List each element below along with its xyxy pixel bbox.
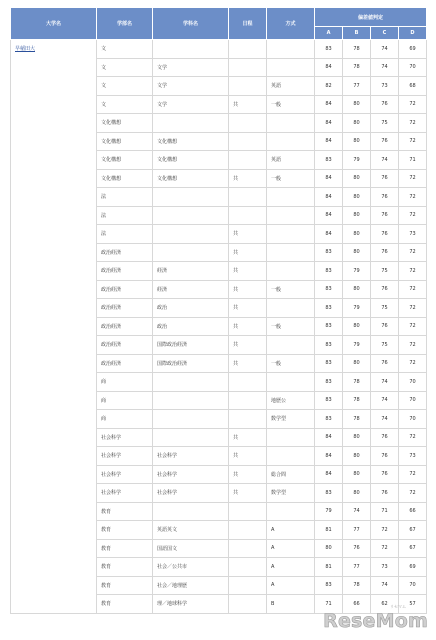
cell-department: 社会／地理歴: [153, 576, 229, 595]
cell-schedule: 共: [229, 428, 267, 447]
cell-score-c: 72: [371, 539, 399, 558]
university-link[interactable]: 早稲田大: [11, 40, 97, 614]
cell-faculty: 文化構想: [97, 151, 153, 170]
cell-faculty: 社会科学: [97, 447, 153, 466]
cell-department: [153, 225, 229, 244]
cell-score-b: 78: [343, 391, 371, 410]
cell-score-c: 76: [371, 484, 399, 503]
cell-score-d: 68: [399, 77, 427, 96]
cell-faculty: 教育: [97, 595, 153, 614]
cell-schedule: 共: [229, 169, 267, 188]
cell-schedule: [229, 132, 267, 151]
cell-score-b: 79: [343, 336, 371, 355]
cell-schedule: 共: [229, 317, 267, 336]
cell-score-b: 80: [343, 132, 371, 151]
cell-method: A: [267, 576, 315, 595]
cell-schedule: 共: [229, 484, 267, 503]
cell-faculty: 文化構想: [97, 132, 153, 151]
cell-method: [267, 373, 315, 392]
cell-department: 経済: [153, 262, 229, 281]
cell-faculty: 政治経済: [97, 336, 153, 355]
cell-score-c: 76: [371, 188, 399, 207]
cell-department: [153, 373, 229, 392]
cell-score-a: 79: [315, 502, 343, 521]
header-university: 大学名: [11, 8, 97, 40]
cell-schedule: 共: [229, 95, 267, 114]
cell-schedule: [229, 391, 267, 410]
cell-score-b: 80: [343, 484, 371, 503]
cell-score-b: 80: [343, 95, 371, 114]
cell-score-b: 78: [343, 410, 371, 429]
cell-score-d: 72: [399, 336, 427, 355]
cell-score-c: 74: [371, 410, 399, 429]
cell-score-c: 74: [371, 58, 399, 77]
cell-score-b: 77: [343, 521, 371, 540]
cell-department: 社会／公共市: [153, 558, 229, 577]
cell-score-d: 72: [399, 484, 427, 503]
cell-score-b: 66: [343, 595, 371, 614]
cell-department: 政治: [153, 317, 229, 336]
cell-method: [267, 225, 315, 244]
cell-schedule: [229, 373, 267, 392]
header-method: 方式: [267, 8, 315, 40]
cell-score-d: 67: [399, 539, 427, 558]
cell-faculty: 社会科学: [97, 465, 153, 484]
cell-score-a: 83: [315, 484, 343, 503]
cell-schedule: [229, 206, 267, 225]
cell-score-a: 83: [315, 262, 343, 281]
cell-schedule: [229, 40, 267, 59]
cell-score-d: 72: [399, 465, 427, 484]
cell-method: [267, 188, 315, 207]
cell-schedule: 共: [229, 225, 267, 244]
table-header: [11, 8, 427, 40]
cell-method: 数学型: [267, 484, 315, 503]
cell-score-d: 72: [399, 262, 427, 281]
cell-schedule: [229, 410, 267, 429]
cell-score-a: 83: [315, 299, 343, 318]
cell-score-c: 76: [371, 447, 399, 466]
cell-schedule: 共: [229, 336, 267, 355]
cell-score-a: 84: [315, 95, 343, 114]
cell-department: 政治: [153, 299, 229, 318]
cell-schedule: [229, 539, 267, 558]
cell-schedule: 共: [229, 354, 267, 373]
cell-department: 文化構想: [153, 151, 229, 170]
cell-score-c: 76: [371, 280, 399, 299]
cell-department: [153, 188, 229, 207]
cell-score-d: 72: [399, 188, 427, 207]
cell-department: 文化構想: [153, 169, 229, 188]
cell-method: [267, 299, 315, 318]
cell-score-a: 84: [315, 58, 343, 77]
cell-score-c: 72: [371, 521, 399, 540]
cell-department: 文化構想: [153, 132, 229, 151]
cell-schedule: [229, 58, 267, 77]
header-grade-c: C: [371, 27, 399, 40]
cell-score-c: 76: [371, 169, 399, 188]
cell-score-b: 80: [343, 206, 371, 225]
cell-method: 数学型: [267, 410, 315, 429]
cell-score-c: 76: [371, 225, 399, 244]
cell-score-d: 72: [399, 169, 427, 188]
cell-faculty: 商: [97, 373, 153, 392]
cell-faculty: 教育: [97, 502, 153, 521]
cell-score-c: 75: [371, 262, 399, 281]
cell-department: 経済: [153, 280, 229, 299]
cell-score-b: 80: [343, 169, 371, 188]
cell-score-a: 83: [315, 576, 343, 595]
cell-method: [267, 428, 315, 447]
cell-method: [267, 114, 315, 133]
cell-score-d: 72: [399, 206, 427, 225]
cell-score-c: 75: [371, 114, 399, 133]
cell-method: [267, 58, 315, 77]
cell-method: 英語: [267, 151, 315, 170]
cell-score-a: 83: [315, 391, 343, 410]
cell-score-a: 84: [315, 465, 343, 484]
cell-score-d: 70: [399, 373, 427, 392]
cell-score-c: 74: [371, 373, 399, 392]
cell-score-d: 72: [399, 243, 427, 262]
cell-faculty: 文: [97, 77, 153, 96]
cell-department: [153, 502, 229, 521]
cell-faculty: 政治経済: [97, 317, 153, 336]
cell-score-c: 76: [371, 317, 399, 336]
cell-score-a: 83: [315, 317, 343, 336]
cell-score-d: 72: [399, 317, 427, 336]
cell-method: 総合問: [267, 465, 315, 484]
cell-faculty: 法: [97, 225, 153, 244]
cell-faculty: 商: [97, 391, 153, 410]
cell-department: 文学: [153, 58, 229, 77]
cell-score-b: 79: [343, 262, 371, 281]
deviation-table: [10, 7, 427, 614]
cell-score-b: 78: [343, 40, 371, 59]
cell-schedule: 共: [229, 262, 267, 281]
cell-faculty: 教育: [97, 576, 153, 595]
cell-score-a: 84: [315, 169, 343, 188]
cell-score-a: 83: [315, 373, 343, 392]
header-grade-a: A: [315, 27, 343, 40]
cell-score-b: 80: [343, 114, 371, 133]
cell-score-d: 72: [399, 428, 427, 447]
cell-score-a: 84: [315, 225, 343, 244]
cell-department: 国際政治経済: [153, 336, 229, 355]
cell-method: [267, 447, 315, 466]
cell-score-b: 76: [343, 539, 371, 558]
cell-method: A: [267, 521, 315, 540]
cell-score-c: 75: [371, 336, 399, 355]
cell-score-b: 78: [343, 58, 371, 77]
cell-score-c: 71: [371, 502, 399, 521]
cell-faculty: 教育: [97, 539, 153, 558]
cell-score-a: 83: [315, 280, 343, 299]
cell-score-a: 84: [315, 447, 343, 466]
cell-faculty: 政治経済: [97, 280, 153, 299]
cell-score-c: 62: [371, 595, 399, 614]
cell-score-d: 72: [399, 299, 427, 318]
cell-score-d: 57: [399, 595, 427, 614]
cell-score-d: 69: [399, 40, 427, 59]
cell-method: [267, 132, 315, 151]
cell-score-a: 83: [315, 151, 343, 170]
cell-method: 英語: [267, 77, 315, 96]
cell-score-d: 70: [399, 58, 427, 77]
cell-score-d: 73: [399, 447, 427, 466]
cell-score-d: 72: [399, 280, 427, 299]
cell-score-b: 80: [343, 465, 371, 484]
cell-score-a: 84: [315, 428, 343, 447]
cell-score-a: 83: [315, 336, 343, 355]
cell-schedule: 共: [229, 280, 267, 299]
cell-score-a: 81: [315, 521, 343, 540]
cell-department: 理／地球科学: [153, 595, 229, 614]
cell-score-b: 78: [343, 373, 371, 392]
cell-faculty: 教育: [97, 558, 153, 577]
cell-schedule: [229, 502, 267, 521]
cell-faculty: 社会科学: [97, 484, 153, 503]
cell-faculty: 教育: [97, 521, 153, 540]
cell-score-a: 82: [315, 77, 343, 96]
cell-method: [267, 262, 315, 281]
cell-department: [153, 410, 229, 429]
header-faculty: 学部名: [97, 8, 153, 40]
cell-faculty: 文化構想: [97, 169, 153, 188]
cell-faculty: 商: [97, 410, 153, 429]
cell-score-a: 80: [315, 539, 343, 558]
cell-method: [267, 243, 315, 262]
cell-method: [267, 40, 315, 59]
cell-faculty: 文: [97, 40, 153, 59]
cell-schedule: [229, 114, 267, 133]
cell-score-d: 72: [399, 354, 427, 373]
cell-method: 地歴公: [267, 391, 315, 410]
cell-schedule: 共: [229, 299, 267, 318]
cell-score-c: 74: [371, 151, 399, 170]
cell-department: [153, 114, 229, 133]
watermark-kana: リセマム: [390, 604, 406, 609]
header-schedule: 日程: [229, 8, 267, 40]
cell-schedule: [229, 595, 267, 614]
cell-method: 一般: [267, 317, 315, 336]
cell-score-c: 76: [371, 95, 399, 114]
cell-score-b: 74: [343, 502, 371, 521]
cell-score-b: 80: [343, 428, 371, 447]
cell-score-a: 71: [315, 595, 343, 614]
cell-faculty: 社会科学: [97, 428, 153, 447]
cell-method: B: [267, 595, 315, 614]
cell-department: [153, 206, 229, 225]
cell-score-d: 73: [399, 225, 427, 244]
cell-score-b: 79: [343, 299, 371, 318]
cell-score-a: 84: [315, 132, 343, 151]
cell-department: 英語英文: [153, 521, 229, 540]
cell-score-b: 79: [343, 151, 371, 170]
cell-score-b: 77: [343, 558, 371, 577]
cell-score-a: 83: [315, 410, 343, 429]
cell-faculty: 政治経済: [97, 354, 153, 373]
cell-department: 社会科学: [153, 484, 229, 503]
cell-score-c: 75: [371, 299, 399, 318]
cell-score-c: 74: [371, 576, 399, 595]
cell-score-c: 76: [371, 132, 399, 151]
cell-score-a: 81: [315, 558, 343, 577]
cell-score-d: 69: [399, 558, 427, 577]
cell-department: 国際政治経済: [153, 354, 229, 373]
cell-department: [153, 243, 229, 262]
cell-department: [153, 428, 229, 447]
cell-faculty: 政治経済: [97, 299, 153, 318]
cell-method: [267, 336, 315, 355]
cell-score-c: 73: [371, 558, 399, 577]
cell-department: 社会科学: [153, 465, 229, 484]
cell-schedule: [229, 188, 267, 207]
cell-score-b: 80: [343, 243, 371, 262]
cell-score-b: 80: [343, 188, 371, 207]
cell-score-d: 71: [399, 151, 427, 170]
cell-method: 一般: [267, 169, 315, 188]
cell-score-d: 72: [399, 114, 427, 133]
cell-department: 社会科学: [153, 447, 229, 466]
cell-faculty: 政治経済: [97, 243, 153, 262]
cell-score-d: 72: [399, 132, 427, 151]
cell-score-c: 76: [371, 206, 399, 225]
cell-score-c: 74: [371, 40, 399, 59]
table-body: [11, 40, 427, 614]
cell-department: [153, 40, 229, 59]
cell-department: [153, 391, 229, 410]
cell-schedule: [229, 521, 267, 540]
cell-schedule: [229, 151, 267, 170]
cell-score-c: 76: [371, 243, 399, 262]
cell-method: [267, 502, 315, 521]
cell-score-d: 66: [399, 502, 427, 521]
cell-faculty: 文: [97, 95, 153, 114]
cell-faculty: 文化構想: [97, 114, 153, 133]
cell-faculty: 法: [97, 206, 153, 225]
cell-score-c: 74: [371, 391, 399, 410]
cell-score-c: 76: [371, 354, 399, 373]
cell-score-a: 84: [315, 188, 343, 207]
cell-method: A: [267, 539, 315, 558]
cell-score-d: 67: [399, 521, 427, 540]
cell-department: 文学: [153, 77, 229, 96]
cell-schedule: [229, 576, 267, 595]
cell-score-a: 84: [315, 206, 343, 225]
cell-score-c: 76: [371, 465, 399, 484]
cell-department: 国語国文: [153, 539, 229, 558]
cell-score-a: 83: [315, 243, 343, 262]
cell-faculty: 政治経済: [97, 262, 153, 281]
cell-score-b: 80: [343, 225, 371, 244]
cell-score-b: 80: [343, 354, 371, 373]
cell-method: [267, 206, 315, 225]
cell-score-b: 78: [343, 576, 371, 595]
cell-score-d: 72: [399, 95, 427, 114]
cell-score-d: 70: [399, 576, 427, 595]
cell-schedule: 共: [229, 447, 267, 466]
cell-method: 一般: [267, 354, 315, 373]
cell-method: A: [267, 558, 315, 577]
cell-faculty: 法: [97, 188, 153, 207]
cell-score-d: 70: [399, 410, 427, 429]
cell-score-b: 80: [343, 280, 371, 299]
cell-score-a: 83: [315, 354, 343, 373]
header-grade-b: B: [343, 27, 371, 40]
cell-method: 一般: [267, 280, 315, 299]
cell-score-c: 73: [371, 77, 399, 96]
header-judgement: 偏差値判定: [315, 8, 427, 27]
cell-schedule: [229, 77, 267, 96]
watermark-logo: ReseMom: [323, 610, 428, 632]
table-row: [11, 40, 427, 59]
cell-score-b: 80: [343, 447, 371, 466]
cell-schedule: 共: [229, 243, 267, 262]
cell-score-a: 84: [315, 114, 343, 133]
header-grade-d: D: [399, 27, 427, 40]
header-department: 学科名: [153, 8, 229, 40]
cell-faculty: 文: [97, 58, 153, 77]
cell-score-b: 77: [343, 77, 371, 96]
cell-method: 一般: [267, 95, 315, 114]
cell-score-c: 76: [371, 428, 399, 447]
cell-schedule: [229, 558, 267, 577]
cell-score-d: 70: [399, 391, 427, 410]
cell-score-a: 83: [315, 40, 343, 59]
cell-department: 文学: [153, 95, 229, 114]
cell-schedule: 共: [229, 465, 267, 484]
cell-score-b: 80: [343, 317, 371, 336]
